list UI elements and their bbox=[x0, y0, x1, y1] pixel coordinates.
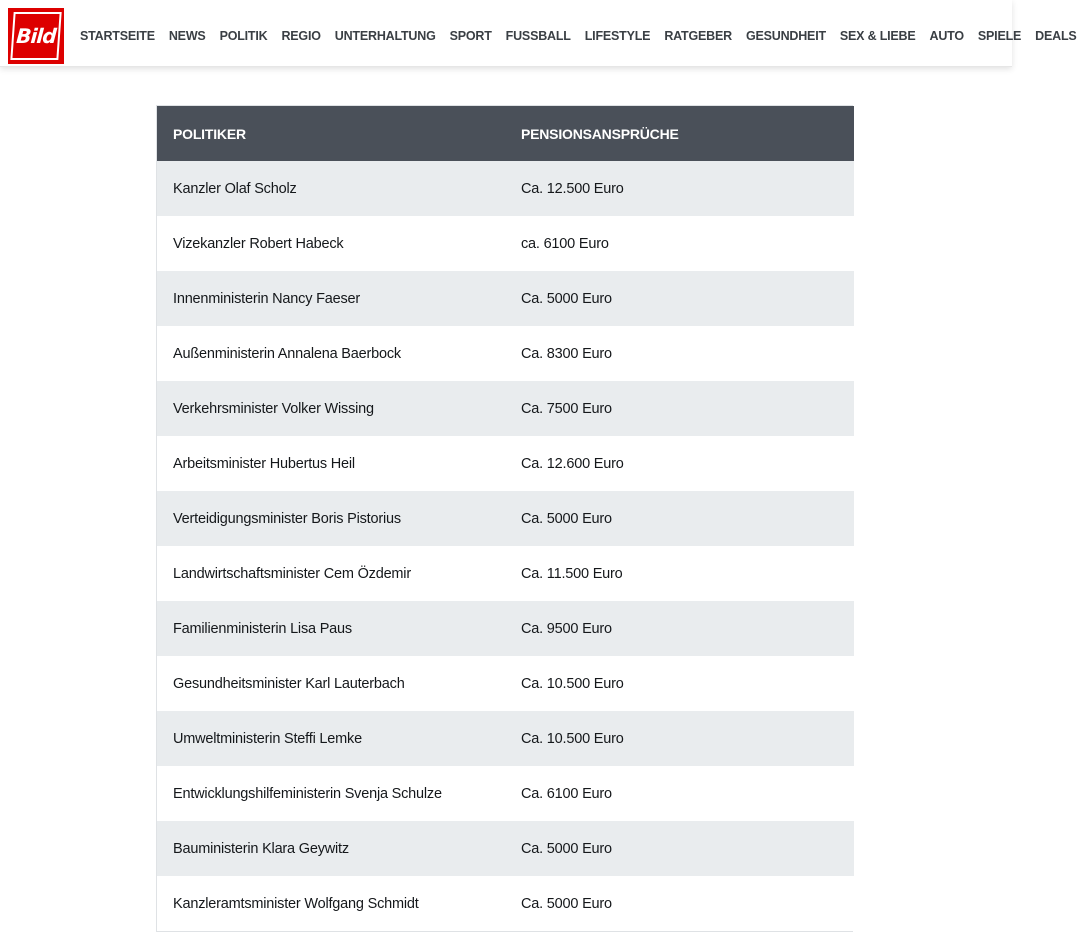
table-row bbox=[157, 381, 854, 436]
nav-item-gesundheit[interactable]: GESUNDHEIT bbox=[745, 28, 826, 43]
politician-cell: Verteidigungsminister Boris Pistorius bbox=[173, 510, 401, 527]
table-row bbox=[157, 491, 854, 546]
table-header bbox=[157, 106, 854, 161]
pension-cell: ca. 6100 Euro bbox=[521, 235, 609, 252]
politician-cell: Landwirtschaftsminister Cem Özdemir bbox=[173, 565, 411, 582]
nav-item-lifestyle[interactable]: LIFESTYLE bbox=[584, 28, 651, 43]
pension-cell: Ca. 12.600 Euro bbox=[521, 455, 624, 472]
column-header-politiker: POLITIKER bbox=[173, 125, 246, 142]
bild-logo-text: Bild bbox=[10, 12, 61, 60]
nav-item-spiele[interactable]: SPIELE bbox=[977, 28, 1022, 43]
politician-cell: Verkehrsminister Volker Wissing bbox=[173, 400, 374, 417]
pension-cell: Ca. 10.500 Euro bbox=[521, 675, 624, 692]
nav-item-auto[interactable]: AUTO bbox=[929, 28, 964, 43]
table-row bbox=[157, 216, 854, 271]
nav-item-deals[interactable]: DEALS bbox=[1035, 28, 1077, 43]
nav-item-unterhaltung[interactable]: UNTERHALTUNG bbox=[334, 28, 436, 43]
pension-cell: Ca. 6100 Euro bbox=[521, 785, 612, 802]
nav-item-news[interactable]: NEWS bbox=[168, 28, 206, 43]
nav-item-ratgeber[interactable]: RATGEBER bbox=[664, 28, 732, 43]
pension-cell: Ca. 8300 Euro bbox=[521, 345, 612, 362]
table-row bbox=[157, 711, 854, 766]
pension-table-container bbox=[156, 105, 853, 932]
nav-item-regio[interactable]: REGIO bbox=[281, 28, 321, 43]
politician-cell: Gesundheitsminister Karl Lauterbach bbox=[173, 675, 405, 692]
pension-table bbox=[157, 106, 854, 931]
nav-item-fussball[interactable]: FUSSBALL bbox=[505, 28, 571, 43]
politician-cell: Arbeitsminister Hubertus Heil bbox=[173, 455, 355, 472]
table-row bbox=[157, 601, 854, 656]
top-navigation-bar bbox=[0, 0, 1077, 67]
politician-cell: Innenministerin Nancy Faeser bbox=[173, 290, 361, 307]
table-row bbox=[157, 876, 854, 931]
politician-cell: Kanzleramtsminister Wolfgang Schmidt bbox=[173, 895, 419, 912]
politician-cell: Entwicklungshilfeministerin Svenja Schulze bbox=[173, 785, 442, 802]
pension-cell: Ca. 5000 Euro bbox=[521, 510, 612, 527]
table-row bbox=[157, 161, 854, 216]
nav-item-politik[interactable]: POLITIK bbox=[219, 28, 268, 43]
politician-cell: Vizekanzler Robert Habeck bbox=[173, 235, 344, 252]
politician-cell: Bauministerin Klara Geywitz bbox=[173, 840, 349, 857]
pension-cell: Ca. 5000 Euro bbox=[521, 895, 612, 912]
pension-cell: Ca. 9500 Euro bbox=[521, 620, 612, 637]
table-row bbox=[157, 766, 854, 821]
pension-cell: Ca. 12.500 Euro bbox=[521, 180, 624, 197]
pension-cell: Ca. 7500 Euro bbox=[521, 400, 612, 417]
table-row bbox=[157, 326, 854, 381]
table-row bbox=[157, 436, 854, 491]
pension-cell: Ca. 5000 Euro bbox=[521, 290, 612, 307]
bild-logo[interactable] bbox=[8, 8, 64, 64]
table-row bbox=[157, 271, 854, 326]
nav-item-sport[interactable]: SPORT bbox=[449, 28, 492, 43]
table-row bbox=[157, 546, 854, 601]
pension-cell: Ca. 5000 Euro bbox=[521, 840, 612, 857]
main-nav bbox=[80, 0, 1077, 66]
table-row bbox=[157, 821, 854, 876]
politician-cell: Außenministerin Annalena Baerbock bbox=[173, 345, 401, 362]
table-header-row bbox=[157, 106, 854, 161]
politician-cell: Familienministerin Lisa Paus bbox=[173, 620, 352, 637]
column-header-pensionsansprueche: PENSIONSANSPRÜCHE bbox=[521, 125, 679, 142]
table-body bbox=[157, 161, 854, 931]
pension-cell: Ca. 11.500 Euro bbox=[521, 565, 623, 582]
pension-cell: Ca. 10.500 Euro bbox=[521, 730, 624, 747]
table-row bbox=[157, 656, 854, 711]
politician-cell: Umweltministerin Steffi Lemke bbox=[173, 730, 362, 747]
nav-item-sex-liebe[interactable]: SEX & LIEBE bbox=[839, 28, 916, 43]
nav-item-startseite[interactable]: STARTSEITE bbox=[80, 28, 155, 43]
politician-cell: Kanzler Olaf Scholz bbox=[173, 180, 297, 197]
